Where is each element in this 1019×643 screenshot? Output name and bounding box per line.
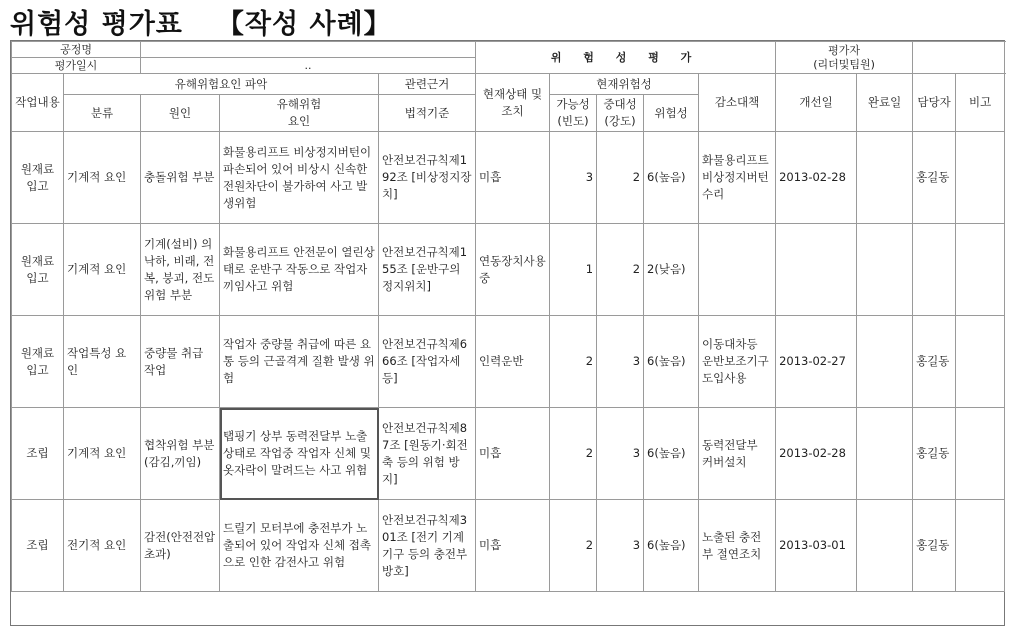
cell-category[interactable]: 작업특성 요인: [64, 316, 141, 408]
cell-owner[interactable]: 홍길동: [913, 316, 956, 408]
cell-done-date[interactable]: [857, 132, 913, 224]
cell-owner[interactable]: 홍길동: [913, 500, 956, 592]
cell-cause[interactable]: 중량물 취급 작업: [141, 316, 220, 408]
cell-work[interactable]: 원재료 입고: [12, 316, 64, 408]
cell-measure[interactable]: 동력전달부 커버설치: [699, 408, 776, 500]
risk-assessment-table: [11, 41, 1005, 592]
header-likelihood-line1: 가능성: [556, 97, 590, 111]
cell-severity[interactable]: 2: [597, 224, 644, 316]
header-measure: [699, 74, 776, 132]
cell-law[interactable]: 안전보건규칙제87조 [원동기·회전축 등의 위험 방지]: [379, 408, 476, 500]
header-work: [12, 74, 64, 132]
cell-severity[interactable]: 3: [597, 316, 644, 408]
title-main: 위험성 평가표: [10, 9, 183, 40]
cell-improve-date[interactable]: 2013-02-28: [776, 132, 857, 224]
header-law: [379, 95, 476, 132]
evaluator-label: 평가자: [828, 43, 861, 57]
header-law-text: 법적기준: [404, 105, 450, 120]
cell-owner[interactable]: 홍길동: [913, 408, 956, 500]
cell-improve-date[interactable]: 2013-02-28: [776, 408, 857, 500]
cell-severity[interactable]: 2: [597, 132, 644, 224]
cell-likelihood[interactable]: 2: [550, 500, 597, 592]
cell-note[interactable]: [956, 132, 1005, 224]
cell-measure[interactable]: [699, 224, 776, 316]
header-category-text: 분류: [90, 105, 114, 120]
cell-note[interactable]: [956, 224, 1005, 316]
process-label-cell: [12, 42, 141, 58]
header-improve-date: [776, 74, 857, 132]
header-status-text: 현재상태 및 조치: [482, 86, 543, 118]
cell-cause[interactable]: 기계(설비) 의 낙하, 비래, 전복, 붕괴, 전도위험 부분: [141, 224, 220, 316]
cell-hazard-selected[interactable]: 탭핑기 상부 동력전달부 노출상태로 작업중 작업자 신체 및 옷자락이 말려드는 사고 위험: [220, 408, 379, 500]
cell-note[interactable]: [956, 408, 1005, 500]
cell-category[interactable]: 기계적 요인: [64, 224, 141, 316]
cell-category[interactable]: 기계적 요인: [64, 408, 141, 500]
table-row: [12, 408, 1005, 500]
evaluator-value-cell[interactable]: [913, 42, 1005, 74]
cell-status[interactable]: 미흡: [476, 500, 550, 592]
cell-done-date[interactable]: [857, 500, 913, 592]
cell-law[interactable]: 안전보건규칙제192조 [비상정지장치]: [379, 132, 476, 224]
cell-measure[interactable]: 노출된 충전부 절연조치: [699, 500, 776, 592]
cell-risk[interactable]: 2(낮음): [644, 224, 699, 316]
process-value-cell[interactable]: [141, 42, 476, 58]
header-factor-group: [64, 74, 379, 95]
date-value-cell[interactable]: [141, 58, 476, 74]
header-risk-group-text: 현재위험성: [596, 76, 652, 91]
title-sub: 【작성 사례】: [216, 9, 392, 40]
evaluator-sub: (리더및팀원): [813, 57, 875, 71]
cell-owner[interactable]: 홍길동: [913, 132, 956, 224]
cell-severity[interactable]: 3: [597, 408, 644, 500]
header-severity: [597, 95, 644, 132]
header-risk-group: [550, 74, 699, 95]
cell-measure[interactable]: 화물용리프트 비상정지버턴 수리: [699, 132, 776, 224]
cell-hazard[interactable]: 드릴기 모터부에 충전부가 노출되어 있어 작업자 신체 접촉으로 인한 감전사고 위험: [220, 500, 379, 592]
cell-improve-date[interactable]: 2013-03-01: [776, 500, 857, 592]
header-cause: [141, 95, 220, 132]
cell-done-date[interactable]: [857, 224, 913, 316]
cell-hazard[interactable]: 작업자 중량물 취급에 따른 요통 등의 근골격계 질환 발생 위험: [220, 316, 379, 408]
cell-severity[interactable]: 3: [597, 500, 644, 592]
cell-likelihood[interactable]: 2: [550, 316, 597, 408]
cell-cause[interactable]: 충돌위험 부분: [141, 132, 220, 224]
cell-work[interactable]: 원재료 입고: [12, 132, 64, 224]
cell-likelihood[interactable]: 3: [550, 132, 597, 224]
evaluator-label-cell: [776, 42, 913, 74]
header-note-text: 비고: [968, 95, 992, 109]
cell-law[interactable]: 안전보건규칙제666조 [작업자세 등]: [379, 316, 476, 408]
cell-note[interactable]: [956, 500, 1005, 592]
header-owner: [913, 74, 956, 132]
cell-measure[interactable]: 이동대차등 운반보조기구 도입사용: [699, 316, 776, 408]
cell-status[interactable]: 연동장치사용중: [476, 224, 550, 316]
header-done-date: [857, 74, 913, 132]
header-improve-date-text: 개선일: [799, 95, 833, 109]
table-row: [12, 316, 1005, 408]
cell-category[interactable]: 전기적 요인: [64, 500, 141, 592]
table-row: [12, 224, 1005, 316]
header-work-text: 작업내용: [15, 95, 60, 109]
cell-done-date[interactable]: [857, 316, 913, 408]
header-owner-text: 담당자: [917, 95, 951, 109]
cell-cause[interactable]: 감전(안전전압초과): [141, 500, 220, 592]
header-category: [64, 95, 141, 132]
cell-likelihood[interactable]: 1: [550, 224, 597, 316]
big-title: 위 험 성 평 가: [550, 50, 701, 64]
header-done-date-text: 완료일: [867, 95, 902, 109]
header-cause-text: 원인: [168, 105, 192, 120]
header-hazard-line2: 요인: [287, 114, 311, 128]
cell-law[interactable]: 안전보건규칙제301조 [전기 기계기구 등의 충전부 방호]: [379, 500, 476, 592]
header-hazard: [220, 95, 379, 132]
date-label-cell: [12, 58, 141, 74]
cell-done-date[interactable]: [857, 408, 913, 500]
cell-hazard[interactable]: 화물용리프트 비상정지버턴이 파손되어 있어 비상시 신속한 전원차단이 불가하여 사고 발생위험: [220, 132, 379, 224]
cell-work[interactable]: 조립: [12, 500, 64, 592]
risk-assessment-sheet: [10, 40, 1005, 626]
cell-cause[interactable]: 협착위험 부분(감김,끼임): [141, 408, 220, 500]
cell-work[interactable]: 원재료 입고: [12, 224, 64, 316]
cell-improve-date[interactable]: [776, 224, 857, 316]
cell-note[interactable]: [956, 316, 1005, 408]
header-measure-text: 감소대책: [714, 95, 760, 109]
header-factor-group-text: 유해위험요인 파악: [174, 76, 268, 91]
cell-risk[interactable]: 6(높음): [644, 316, 699, 408]
cell-status[interactable]: 인력운반: [476, 316, 550, 408]
header-risk-text: 위험성: [654, 105, 688, 120]
header-risk: [644, 95, 699, 132]
page-title: [10, 2, 392, 41]
cell-improve-date[interactable]: 2013-02-27: [776, 316, 857, 408]
date-value: ..: [304, 58, 312, 72]
process-label: 공정명: [60, 42, 92, 56]
header-basis-group: [379, 74, 476, 95]
cell-hazard[interactable]: 화물용리프트 안전문이 열린상태로 운반구 작동으로 작업자 끼임사고 위험: [220, 224, 379, 316]
header-status: [476, 74, 550, 132]
cell-risk[interactable]: 6(높음): [644, 500, 699, 592]
cell-category[interactable]: 기계적 요인: [64, 132, 141, 224]
header-likelihood-line2: (빈도): [557, 114, 589, 128]
cell-status[interactable]: 미흡: [476, 132, 550, 224]
cell-risk[interactable]: 6(높음): [644, 408, 699, 500]
date-label: 평가일시: [54, 58, 98, 72]
cell-law[interactable]: 안전보건규칙제155조 [운반구의 정지위치]: [379, 224, 476, 316]
cell-work[interactable]: 조립: [12, 408, 64, 500]
table-row: [12, 132, 1005, 224]
header-likelihood: [550, 95, 597, 132]
header-basis-group-text: 관련근거: [404, 76, 450, 91]
table-row: [12, 500, 1005, 592]
header-hazard-line1: 유해위험: [276, 97, 322, 111]
header-severity-line2: (강도): [604, 114, 636, 128]
big-title-cell: [476, 42, 776, 74]
header-note: [956, 74, 1005, 132]
cell-likelihood[interactable]: 2: [550, 408, 597, 500]
cell-risk[interactable]: 6(높음): [644, 132, 699, 224]
cell-owner[interactable]: [913, 224, 956, 316]
cell-status[interactable]: 미흡: [476, 408, 550, 500]
header-severity-line1: 중대성: [603, 97, 637, 111]
